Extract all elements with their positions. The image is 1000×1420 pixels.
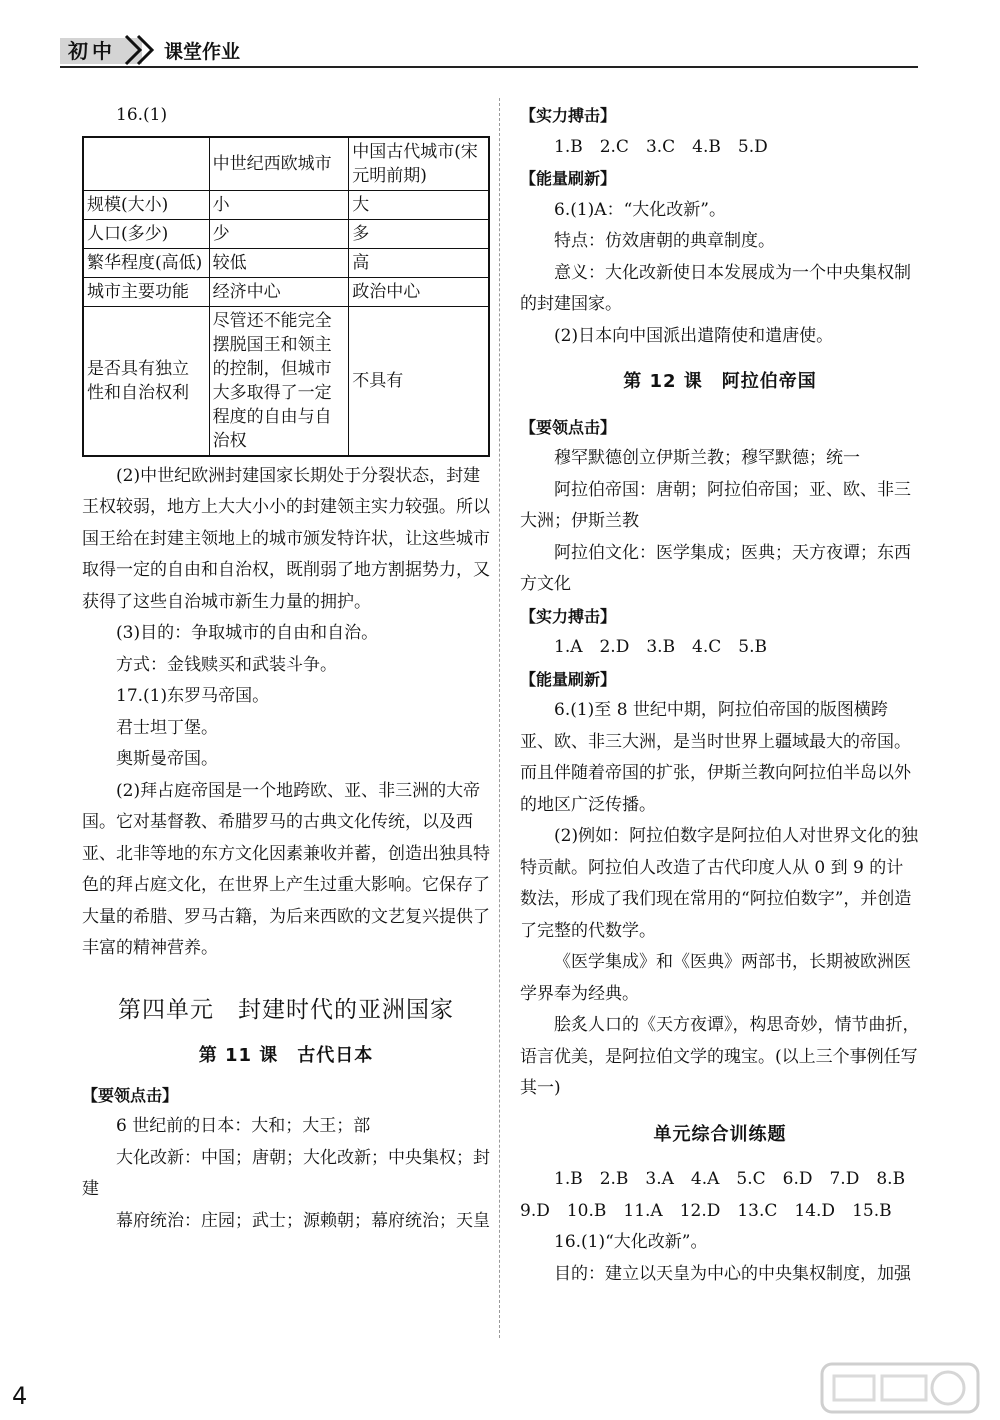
table-cell: 尽管还不能完全摆脱国王和领主的控制，但城市大多取得了一定程度的自由与自治权 — [209, 306, 349, 456]
table-cell: 大 — [349, 190, 489, 219]
answer-paragraph: 《医学集成》和《医典》两部书，长期被欧洲医学界奉为经典。 — [520, 952, 911, 1004]
answer-paragraph: (2)日本向中国派出遣隋使和遣唐使。 — [554, 325, 834, 346]
table-row — [83, 248, 489, 277]
answer-paragraph: 6 世纪前的日本：大和；大王；部 — [116, 1116, 371, 1136]
answer-paragraph: (2)例如：阿拉伯数字是阿拉伯人对世界文化的独特贡献。阿拉伯人改造了古代印度人从 0 到 9 的计数法，形成了我们现在常用的“阿拉伯数字”，并创造了完整的代数学。 — [520, 826, 919, 941]
answer-paragraph: (2)中世纪欧洲封建国家长期处于分裂状态，封建王权较弱，地方上大大小小的封建领主实力较强。所以国王给在封建主领地上的城市颁发特许状，让这些城市取得一定的自由和自治权，既削弱了地方割据势力，又获得了这些自治城市新生力量的拥护。 — [82, 465, 490, 612]
answer-paragraph: 奥斯曼帝国。 — [116, 749, 218, 769]
answer-line: 1.B 2.C 3.C 4.B 5.D — [554, 136, 768, 157]
answer-paragraph: 16.(1)“大化改新”。 — [554, 1232, 708, 1252]
table-cell: 高 — [349, 248, 489, 277]
table-cell: 是否具有独立性和自治权利 — [83, 306, 209, 456]
answer-paragraph: 幕府统治：庄园；武士；源赖朝；幕府统治；天皇 — [116, 1210, 490, 1231]
answer-paragraph: (3)目的：争取城市的自由和自治。 — [116, 623, 379, 643]
table-cell: 多 — [349, 219, 489, 248]
table-row — [83, 219, 489, 248]
answer-paragraph: 脍炙人口的《天方夜谭》，构思奇妙，情节曲折，语言优美，是阿拉伯文学的瑰宝。(以上三个事例任写其一) — [520, 1015, 920, 1098]
table-cell: 少 — [209, 219, 349, 248]
comparison-table — [82, 136, 490, 457]
unit-test-title: 单元综合训练题 — [653, 1123, 787, 1145]
answer-paragraph: (2)拜占庭帝国是一个地跨欧、亚、非三洲的大帝国。它对基督教、希腊罗马的古典文化传统，以及西亚、北非等地的东方文化因素兼收并蓄，创造出独具特色的拜占庭文化，在世界上产生过重大影响。它保存了大量的希腊、罗马古籍，为后来西欧的文艺复兴提供了丰富的精神营养。 — [82, 780, 490, 958]
watermark-logo — [820, 1360, 980, 1416]
answer-paragraph: 6.(1)A：“大化改新”。 — [554, 199, 726, 220]
section-tag: 【要领点击】 — [520, 417, 617, 437]
section-tag: 【要领点击】 — [82, 1085, 179, 1105]
table-header: 中国古代城市(宋元明前期) — [349, 137, 489, 191]
table-row — [83, 306, 489, 456]
series-badge: 初中 — [60, 38, 142, 64]
question-16-label: 16.(1) — [116, 105, 168, 125]
lesson-title: 第 12 课 阿拉伯帝国 — [623, 371, 817, 392]
answer-line: 1.B 2.B 3.A 4.A 5.C 6.D 7.D 8.B — [554, 1169, 906, 1189]
table-cell: 繁华程度(高低) — [83, 248, 209, 277]
answer-paragraph: 君士坦丁堡。 — [116, 717, 218, 738]
table-cell: 经济中心 — [209, 277, 349, 306]
table-cell: 不具有 — [349, 306, 489, 456]
answer-paragraph: 17.(1)东罗马帝国。 — [116, 686, 270, 706]
table-cell: 人口(多少) — [83, 219, 209, 248]
table-cell: 较低 — [209, 248, 349, 277]
answer-paragraph: 目的：建立以天皇为中心的中央集权制度，加强 — [554, 1263, 911, 1284]
double-chevron-icon — [120, 30, 160, 70]
section-tag: 【实力搏击】 — [520, 606, 617, 626]
answer-paragraph: 意义：大化改新使日本发展成为一个中央集权制的封建国家。 — [520, 262, 911, 314]
table-row — [83, 137, 489, 191]
page-number: 4 — [12, 1382, 28, 1410]
book-title: 课堂作业 — [164, 41, 241, 63]
section-tag: 【能量刷新】 — [520, 169, 617, 188]
answer-paragraph: 大化改新：中国；唐朝；大化改新；中央集权；封建 — [82, 1147, 490, 1199]
right-column — [520, 100, 920, 1290]
header-rule — [60, 66, 918, 68]
left-column — [82, 100, 490, 1237]
answer-paragraph: 特点：仿效唐朝的典章制度。 — [554, 231, 775, 251]
lesson-title: 第 11 课 古代日本 — [198, 1045, 374, 1066]
section-tag: 【能量刷新】 — [520, 669, 617, 689]
table-cell — [83, 137, 209, 191]
answer-paragraph: 阿拉伯文化：医学集成；医典；天方夜谭；东西方文化 — [520, 542, 911, 594]
column-divider — [499, 98, 500, 1338]
table-row — [83, 277, 489, 306]
table-header: 中世纪西欧城市 — [209, 137, 349, 191]
answer-paragraph: 方式：金钱赎买和武装斗争。 — [116, 654, 337, 675]
answer-paragraph: 6.(1)至 8 世纪中期，阿拉伯帝国的版图横跨亚、欧、非三大洲，是当时世界上疆域最大的帝国。而且伴随着帝国的扩张，伊斯兰教向阿拉伯半岛以外的地区广泛传播。 — [520, 700, 911, 815]
table-cell: 规模(大小) — [83, 190, 209, 219]
table-row — [83, 190, 489, 219]
answer-paragraph: 阿拉伯帝国：唐朝；阿拉伯帝国；亚、欧、非三大洲；伊斯兰教 — [520, 479, 911, 531]
table-cell: 政治中心 — [349, 277, 489, 306]
answer-paragraph: 穆罕默德创立伊斯兰教；穆罕默德；统一 — [554, 448, 860, 468]
table-cell: 小 — [209, 190, 349, 219]
section-tag: 【实力搏击】 — [520, 106, 617, 125]
unit-title: 第四单元 封建时代的亚洲国家 — [118, 996, 454, 1023]
table-cell: 城市主要功能 — [83, 277, 209, 306]
answer-line: 9.D 10.B 11.A 12.D 13.C 14.D 15.B — [520, 1200, 892, 1221]
answer-line: 1.A 2.D 3.B 4.C 5.B — [554, 637, 767, 657]
